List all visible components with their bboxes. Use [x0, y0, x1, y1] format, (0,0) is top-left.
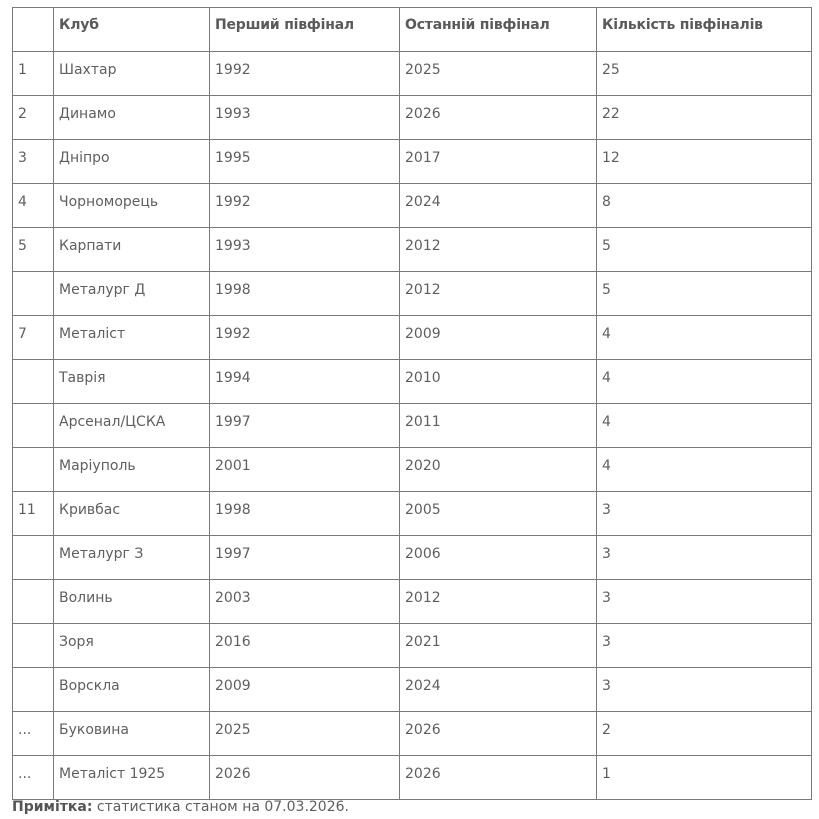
table-row [13, 712, 812, 756]
cell-rank: ... [13, 712, 54, 756]
cell-semifinal-count: 3 [597, 492, 812, 536]
table-row [13, 668, 812, 712]
cell-rank: 11 [13, 492, 54, 536]
cell-rank [13, 272, 54, 316]
table-row [13, 756, 812, 800]
cell-club: Металург Д [54, 272, 210, 316]
cell-first-semifinal: 2009 [210, 668, 400, 712]
cell-last-semifinal: 2012 [400, 272, 597, 316]
cell-semifinal-count: 4 [597, 316, 812, 360]
cell-last-semifinal: 2024 [400, 184, 597, 228]
header-first-semifinal: Перший півфінал [210, 8, 400, 52]
header-rank [13, 8, 54, 52]
cell-club: Шахтар [54, 52, 210, 96]
table-row [13, 316, 812, 360]
cell-rank [13, 580, 54, 624]
semifinals-table [12, 7, 812, 800]
cell-club: Волинь [54, 580, 210, 624]
cell-first-semifinal: 1998 [210, 492, 400, 536]
table-row [13, 624, 812, 668]
cell-semifinal-count: 4 [597, 360, 812, 404]
cell-club: Карпати [54, 228, 210, 272]
cell-club: Ворскла [54, 668, 210, 712]
cell-rank: 7 [13, 316, 54, 360]
cell-semifinal-count: 1 [597, 756, 812, 800]
footnote-label: Примітка: [12, 799, 93, 815]
cell-club: Металіст [54, 316, 210, 360]
cell-first-semifinal: 1997 [210, 536, 400, 580]
footnote-text: статистика станом на 07.03.2026. [92, 799, 349, 815]
cell-club: Металург З [54, 536, 210, 580]
cell-last-semifinal: 2025 [400, 52, 597, 96]
cell-rank [13, 448, 54, 492]
cell-first-semifinal: 2025 [210, 712, 400, 756]
cell-first-semifinal: 1992 [210, 52, 400, 96]
cell-last-semifinal: 2010 [400, 360, 597, 404]
cell-first-semifinal: 1995 [210, 140, 400, 184]
cell-last-semifinal: 2026 [400, 712, 597, 756]
cell-last-semifinal: 2009 [400, 316, 597, 360]
cell-rank: 2 [13, 96, 54, 140]
cell-semifinal-count: 3 [597, 536, 812, 580]
table-body [13, 52, 812, 800]
table-row [13, 536, 812, 580]
table-row [13, 448, 812, 492]
cell-club: Динамо [54, 96, 210, 140]
cell-club: Кривбас [54, 492, 210, 536]
cell-club: Зоря [54, 624, 210, 668]
cell-last-semifinal: 2020 [400, 448, 597, 492]
cell-first-semifinal: 1992 [210, 316, 400, 360]
cell-last-semifinal: 2026 [400, 756, 597, 800]
cell-first-semifinal: 1992 [210, 184, 400, 228]
cell-rank: 3 [13, 140, 54, 184]
table-row [13, 580, 812, 624]
cell-semifinal-count: 5 [597, 272, 812, 316]
cell-first-semifinal: 2016 [210, 624, 400, 668]
cell-semifinal-count: 4 [597, 404, 812, 448]
cell-club: Маріуполь [54, 448, 210, 492]
cell-first-semifinal: 2003 [210, 580, 400, 624]
cell-semifinal-count: 25 [597, 52, 812, 96]
table-row [13, 52, 812, 96]
cell-club: Буковина [54, 712, 210, 756]
cell-semifinal-count: 22 [597, 96, 812, 140]
cell-first-semifinal: 1993 [210, 228, 400, 272]
cell-last-semifinal: 2026 [400, 96, 597, 140]
cell-rank [13, 536, 54, 580]
cell-semifinal-count: 3 [597, 668, 812, 712]
header-club: Клуб [54, 8, 210, 52]
cell-club: Дніпро [54, 140, 210, 184]
table-row [13, 228, 812, 272]
cell-semifinal-count: 4 [597, 448, 812, 492]
cell-rank [13, 404, 54, 448]
cell-club: Арсенал/ЦСКА [54, 404, 210, 448]
cell-semifinal-count: 8 [597, 184, 812, 228]
table-row [13, 360, 812, 404]
table-row [13, 492, 812, 536]
table-header [13, 8, 812, 52]
header-semifinal-count: Кількість півфіналів [597, 8, 812, 52]
cell-first-semifinal: 1993 [210, 96, 400, 140]
cell-rank: 5 [13, 228, 54, 272]
cell-first-semifinal: 2026 [210, 756, 400, 800]
header-last-semifinal: Останній півфінал [400, 8, 597, 52]
cell-semifinal-count: 2 [597, 712, 812, 756]
cell-last-semifinal: 2024 [400, 668, 597, 712]
cell-first-semifinal: 1998 [210, 272, 400, 316]
cell-last-semifinal: 2005 [400, 492, 597, 536]
cell-semifinal-count: 3 [597, 580, 812, 624]
cell-club: Таврія [54, 360, 210, 404]
footnote [12, 799, 349, 815]
cell-first-semifinal: 1994 [210, 360, 400, 404]
table-row [13, 404, 812, 448]
cell-semifinal-count: 5 [597, 228, 812, 272]
cell-first-semifinal: 1997 [210, 404, 400, 448]
cell-rank: 1 [13, 52, 54, 96]
cell-rank: 4 [13, 184, 54, 228]
cell-last-semifinal: 2006 [400, 536, 597, 580]
cell-semifinal-count: 3 [597, 624, 812, 668]
cell-club: Металіст 1925 [54, 756, 210, 800]
cell-last-semifinal: 2012 [400, 580, 597, 624]
cell-last-semifinal: 2021 [400, 624, 597, 668]
table-row [13, 184, 812, 228]
cell-last-semifinal: 2012 [400, 228, 597, 272]
cell-last-semifinal: 2017 [400, 140, 597, 184]
cell-club: Чорноморець [54, 184, 210, 228]
table-header-row [13, 8, 812, 52]
cell-last-semifinal: 2011 [400, 404, 597, 448]
table-row [13, 140, 812, 184]
cell-rank [13, 360, 54, 404]
table-row [13, 96, 812, 140]
cell-first-semifinal: 2001 [210, 448, 400, 492]
cell-rank [13, 668, 54, 712]
semifinals-table-container [12, 7, 811, 800]
cell-semifinal-count: 12 [597, 140, 812, 184]
cell-rank: ... [13, 756, 54, 800]
table-row [13, 272, 812, 316]
cell-rank [13, 624, 54, 668]
